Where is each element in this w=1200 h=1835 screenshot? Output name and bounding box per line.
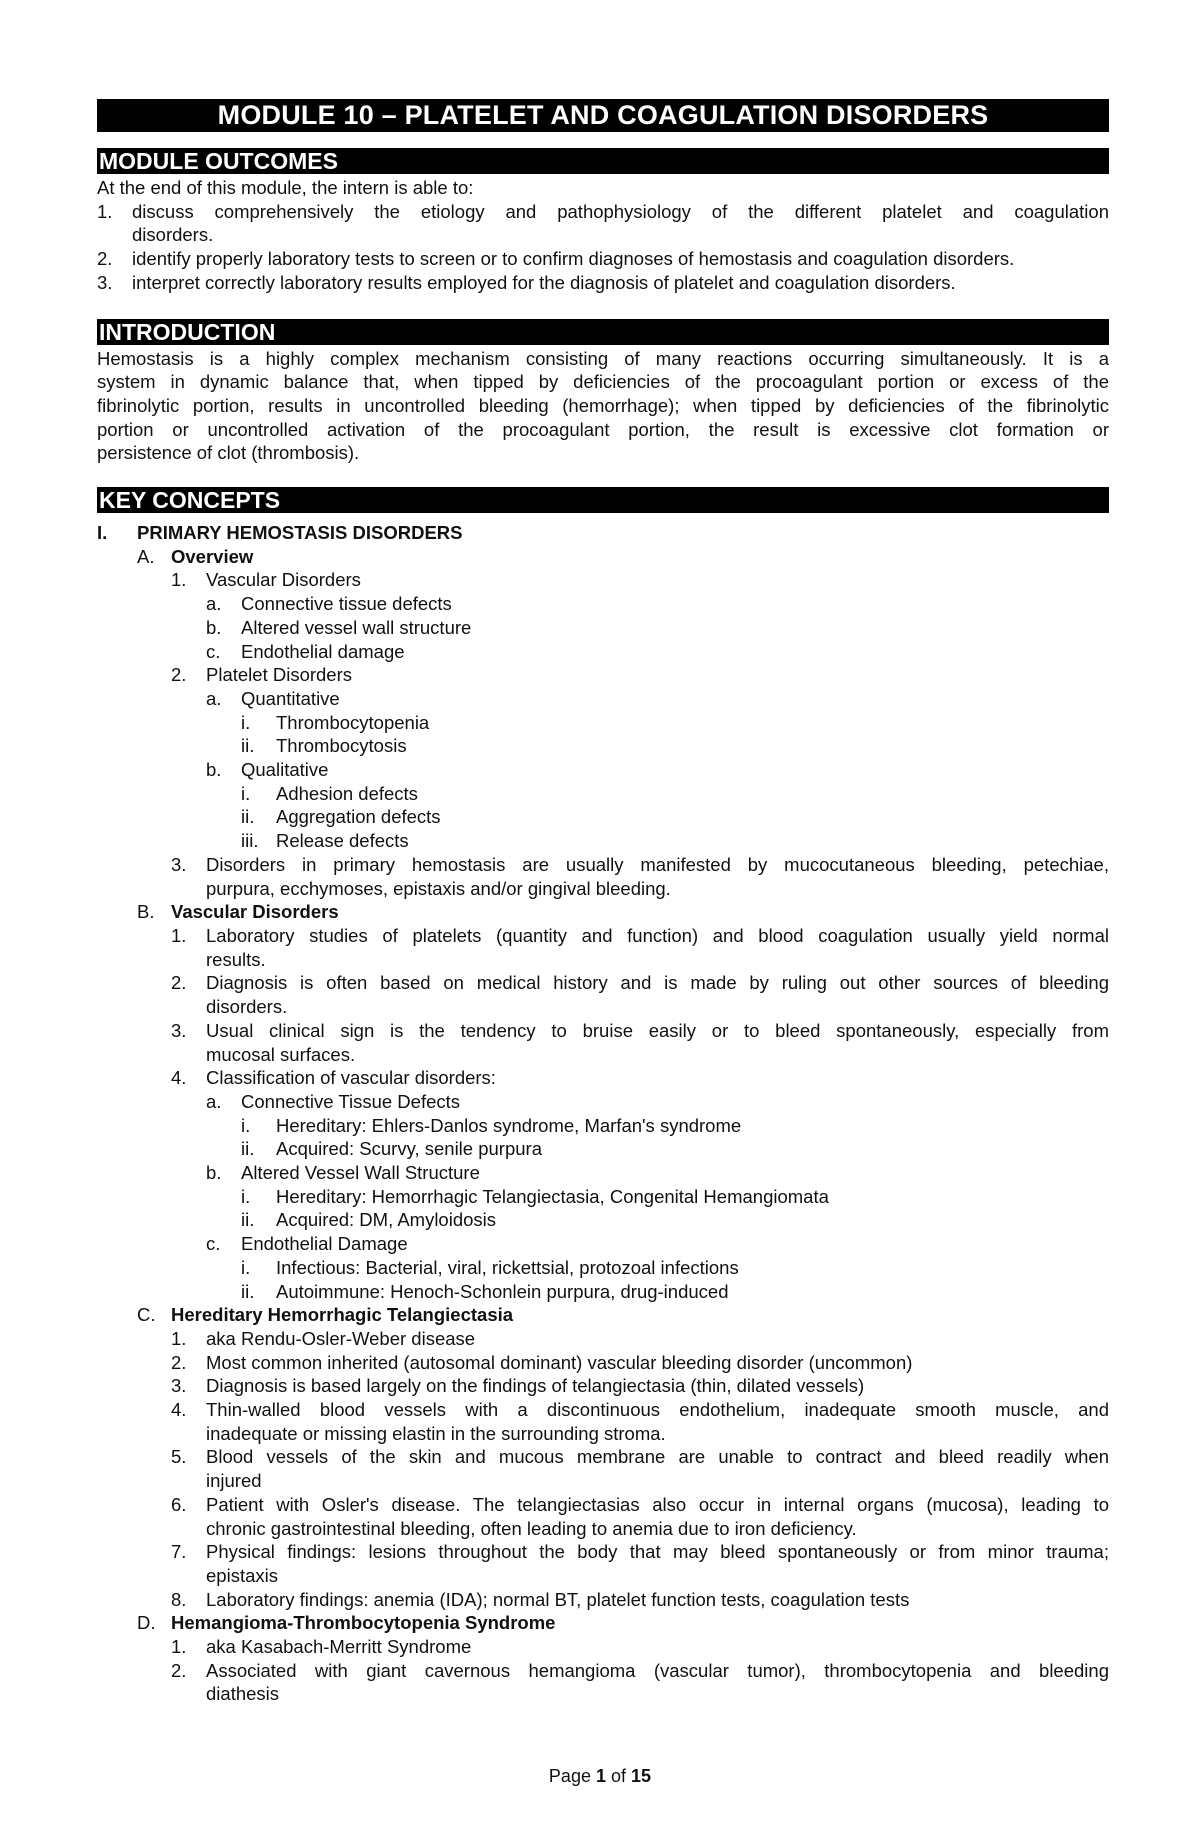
outline-item [97, 924, 1109, 971]
outline-number: ii. [241, 1280, 255, 1302]
outline-item [97, 663, 1109, 687]
outcome-text-line: discuss comprehensively the etiology and pathophysiology of the different platelet and coagulation [132, 200, 1109, 222]
outline-text-line: Altered Vessel Wall Structure [241, 1162, 480, 1184]
outline-text [241, 616, 1109, 640]
outline-text [241, 758, 1109, 782]
footer-page-total: 15 [631, 1766, 652, 1786]
outline-text-line: Disorders in primary hemostasis are usually manifested by mucocutaneous bleeding, petechiae, [206, 853, 1109, 875]
outline-item [97, 568, 1109, 592]
outline-number: 2. [171, 1659, 187, 1681]
outline-text-line: Vascular Disorders [206, 569, 361, 591]
introduction-line: Hemostasis is a highly complex mechanism consisting of many reactions occurring simultaneously. It is a [97, 347, 1109, 369]
outline-text [206, 663, 1109, 687]
outline-text [241, 1161, 1109, 1185]
outline-text [206, 1588, 1109, 1612]
outline-text [206, 568, 1109, 592]
outline-number: 4. [171, 1067, 187, 1089]
outline-item [97, 1114, 1109, 1138]
outline-number: iii. [241, 830, 259, 852]
outline-item [97, 1161, 1109, 1185]
outline-number: 3. [171, 1375, 187, 1397]
outline-text [276, 1185, 1109, 1209]
outline-text [206, 1493, 1109, 1540]
outline-text-line: epistaxis [206, 1564, 278, 1586]
outline-number: c. [206, 1233, 221, 1255]
outline-text [241, 1090, 1109, 1114]
outline-text-line: Hereditary: Ehlers-Danlos syndrome, Marfan's syndrome [276, 1114, 742, 1136]
outline-text-line: purpura, ecchymoses, epistaxis and/or gingival bleeding. [206, 877, 671, 899]
outline-text [206, 853, 1109, 900]
outline-number: 2. [171, 972, 187, 994]
outline-text-line: Hereditary Hemorrhagic Telangiectasia [171, 1304, 514, 1326]
outline-item [97, 829, 1109, 853]
key-concepts-list [97, 521, 1109, 1706]
outline-text-line: injured [206, 1470, 262, 1492]
outline-number: I. [97, 522, 108, 544]
outline-item [97, 900, 1109, 924]
outline-item [97, 1445, 1109, 1492]
outline-item [97, 971, 1109, 1018]
outline-text-line: Release defects [276, 830, 409, 852]
outline-item [97, 1327, 1109, 1351]
outline-number: A. [137, 545, 155, 567]
outline-text [206, 1635, 1109, 1659]
outline-item [97, 1398, 1109, 1445]
module-title: MODULE 10 – PLATELET AND COAGULATION DISORDERS [97, 99, 1109, 132]
outline-item [97, 853, 1109, 900]
outline-number: i. [241, 1185, 251, 1207]
outline-item [97, 1303, 1109, 1327]
introduction-line: system in dynamic balance that, when tipped by deficiencies of the procoagulant portion or excess of the [97, 371, 1109, 393]
outline-item [97, 1588, 1109, 1612]
outline-number: b. [206, 616, 222, 638]
outline-text-line: Thin-walled blood vessels with a discontinuous endothelium, inadequate smooth muscle, and [206, 1399, 1109, 1421]
outline-item [97, 1185, 1109, 1209]
outcome-item [97, 271, 1109, 295]
outline-number: 2. [171, 664, 187, 686]
outline-text [276, 805, 1109, 829]
outline-text-line: Quantitative [241, 687, 340, 709]
outline-number: 3. [171, 1019, 187, 1041]
footer-of-label: of [611, 1766, 627, 1786]
outline-text-line: Laboratory studies of platelets (quantity and function) and blood coagulation usually yield normal [206, 924, 1109, 946]
outline-text [206, 1540, 1109, 1587]
outline-text-line: Acquired: Scurvy, senile purpura [276, 1138, 542, 1160]
outcomes-list [97, 200, 1109, 295]
outline-item [97, 758, 1109, 782]
outline-text-line: disorders. [206, 996, 288, 1018]
outline-number: i. [241, 1256, 251, 1278]
outline-text-line: Diagnosis is often based on medical history and is made by ruling out other sources of bleeding [206, 972, 1109, 994]
outline-text-line: results. [206, 948, 266, 970]
outcome-item [97, 247, 1109, 271]
outline-number: 8. [171, 1588, 187, 1610]
footer-page-label: Page [548, 1766, 591, 1786]
outline-text [276, 734, 1109, 758]
outline-text-line: Connective Tissue Defects [241, 1090, 461, 1112]
outline-text [241, 640, 1109, 664]
outline-item [97, 592, 1109, 616]
outline-number: b. [206, 1162, 222, 1184]
outline-text [137, 521, 1109, 545]
outline-text [276, 782, 1109, 806]
outcome-text-line: disorders. [132, 224, 214, 246]
introduction-line: persistence of clot (thrombosis). [97, 442, 360, 464]
outline-item [97, 687, 1109, 711]
outline-text-line: chronic gastrointestinal bleeding, often leading to anemia due to iron deficiency. [206, 1517, 857, 1539]
outline-text-line: Vascular Disorders [171, 901, 339, 923]
outline-text-line: Classification of vascular disorders: [206, 1067, 496, 1089]
outline-text-line: Hereditary: Hemorrhagic Telangiectasia, Congenital Hemangiomata [276, 1185, 829, 1207]
outline-text-line: Physical findings: lesions throughout the body that may bleed spontaneously or from minor trauma; [206, 1541, 1109, 1563]
outline-number: 5. [171, 1446, 187, 1468]
outcomes-lead: At the end of this module, the intern is able to: [97, 177, 474, 198]
outline-text [171, 1303, 1109, 1327]
introduction-line: portion or uncontrolled activation of the procoagulant portion, the result is excessive clot formation or [97, 418, 1109, 440]
outline-text-line: Adhesion defects [276, 782, 418, 804]
outline-number: a. [206, 593, 222, 615]
outline-number: C. [137, 1304, 156, 1326]
outline-number: B. [137, 901, 155, 923]
outline-number: i. [241, 711, 251, 733]
outline-text [276, 1280, 1109, 1304]
outline-item [97, 521, 1109, 545]
document-page [97, 99, 1109, 1706]
page-footer [0, 1766, 1200, 1787]
outline-text-line: Altered vessel wall structure [241, 616, 472, 638]
outline-item [97, 1280, 1109, 1304]
outcome-text [132, 200, 1109, 247]
introduction-heading: INTRODUCTION [97, 319, 1109, 345]
outline-text-line: Usual clinical sign is the tendency to bruise easily or to bleed spontaneously, especially from [206, 1019, 1109, 1041]
outline-text-line: Endothelial damage [241, 640, 405, 662]
outline-number: 1. [171, 569, 187, 591]
outline-text-line: Qualitative [241, 759, 329, 781]
outline-text [241, 1232, 1109, 1256]
outline-number: a. [206, 1090, 222, 1112]
outline-item [97, 1540, 1109, 1587]
outline-number: i. [241, 782, 251, 804]
outline-number: ii. [241, 1138, 255, 1160]
outline-text-line: inadequate or missing elastin in the surrounding stroma. [206, 1422, 666, 1444]
outline-number: i. [241, 1114, 251, 1136]
outline-text-line: Thrombocytopenia [276, 711, 430, 733]
outline-item [97, 1232, 1109, 1256]
introduction-paragraph [97, 347, 1109, 466]
outline-text-line: diathesis [206, 1683, 280, 1705]
outcome-text-line: interpret correctly laboratory results employed for the diagnosis of platelet and coagulation disorders. [132, 271, 956, 293]
outcome-number: 1. [97, 200, 113, 222]
outline-text-line: PRIMARY HEMOSTASIS DISORDERS [137, 522, 463, 544]
outline-item [97, 782, 1109, 806]
outline-text [206, 971, 1109, 1018]
outcomes-heading: MODULE OUTCOMES [97, 148, 1109, 174]
outline-text-line: Associated with giant cavernous hemangioma (vascular tumor), thrombocytopenia and bleeding [206, 1659, 1109, 1681]
outline-item [97, 1635, 1109, 1659]
outline-text-line: Most common inherited (autosomal dominant) vascular bleeding disorder (uncommon) [206, 1351, 913, 1373]
outline-item [97, 616, 1109, 640]
outline-number: 3. [171, 853, 187, 875]
outcome-item [97, 200, 1109, 247]
outline-text-line: Blood vessels of the skin and mucous membrane are unable to contract and bleed readily when [206, 1446, 1109, 1468]
outline-text-line: aka Kasabach-Merritt Syndrome [206, 1636, 472, 1658]
outline-item [97, 1137, 1109, 1161]
outline-item [97, 1659, 1109, 1706]
outline-number: 2. [171, 1351, 187, 1373]
outline-text [241, 687, 1109, 711]
outline-number: 1. [171, 1327, 187, 1349]
outline-text [171, 900, 1109, 924]
outcome-text-line: identify properly laboratory tests to screen or to confirm diagnoses of hemostasis and coagulation disorders. [132, 248, 1015, 270]
outline-text-line: Aggregation defects [276, 806, 441, 828]
outline-number: 4. [171, 1399, 187, 1421]
outline-number: c. [206, 640, 221, 662]
outline-item [97, 1208, 1109, 1232]
outline-item [97, 734, 1109, 758]
outline-item [97, 1493, 1109, 1540]
outline-text-line: Laboratory findings: anemia (IDA); normal BT, platelet function tests, coagulation tests [206, 1588, 910, 1610]
outline-text-line: Overview [171, 545, 254, 567]
outline-item [97, 1374, 1109, 1398]
outline-item [97, 805, 1109, 829]
outcome-number: 3. [97, 271, 113, 293]
outline-text-line: Acquired: DM, Amyloidosis [276, 1209, 497, 1231]
outline-text-line: Patient with Osler's disease. The telangiectasias also occur in internal organs (mucosa), leading to [206, 1493, 1109, 1515]
footer-page-number: 1 [595, 1766, 606, 1786]
outline-text [276, 1256, 1109, 1280]
outline-text [206, 1351, 1109, 1375]
outline-number: 1. [171, 924, 187, 946]
outline-text [276, 711, 1109, 735]
outline-item [97, 1066, 1109, 1090]
outcome-text [132, 271, 1109, 295]
outline-item [97, 640, 1109, 664]
outline-text [206, 924, 1109, 971]
key-concepts-heading: KEY CONCEPTS [97, 487, 1109, 513]
outline-text [206, 1398, 1109, 1445]
outline-text-line: Diagnosis is based largely on the findings of telangiectasia (thin, dilated vessels) [206, 1375, 865, 1397]
outline-text [206, 1019, 1109, 1066]
outcome-number: 2. [97, 248, 113, 270]
outline-text [276, 829, 1109, 853]
outline-text-line: Platelet Disorders [206, 664, 353, 686]
outline-text-line: Autoimmune: Henoch-Schonlein purpura, drug-induced [276, 1280, 729, 1302]
outline-text [206, 1066, 1109, 1090]
outline-number: D. [137, 1612, 156, 1634]
outline-text [206, 1445, 1109, 1492]
outline-text [171, 1611, 1109, 1635]
outline-item [97, 545, 1109, 569]
outline-item [97, 1090, 1109, 1114]
outline-number: a. [206, 687, 222, 709]
outline-item [97, 1351, 1109, 1375]
outline-text-line: aka Rendu-Osler-Weber disease [206, 1327, 476, 1349]
outline-text [206, 1327, 1109, 1351]
outline-item [97, 1019, 1109, 1066]
outline-number: ii. [241, 735, 255, 757]
outline-text [241, 592, 1109, 616]
outline-text-line: mucosal surfaces. [206, 1043, 356, 1065]
outline-item [97, 1611, 1109, 1635]
outline-text-line: Thrombocytosis [276, 735, 407, 757]
outline-text [276, 1114, 1109, 1138]
outline-number: 7. [171, 1541, 187, 1563]
outline-item [97, 711, 1109, 735]
outline-text-line: Hemangioma-Thrombocytopenia Syndrome [171, 1612, 556, 1634]
outline-text [276, 1137, 1109, 1161]
outline-text [206, 1659, 1109, 1706]
outline-number: ii. [241, 806, 255, 828]
outline-text-line: Infectious: Bacterial, viral, rickettsial, protozoal infections [276, 1256, 739, 1278]
outline-number: ii. [241, 1209, 255, 1231]
outline-text [276, 1208, 1109, 1232]
outline-text [206, 1374, 1109, 1398]
outline-text [171, 545, 1109, 569]
outline-number: 1. [171, 1636, 187, 1658]
outline-number: 6. [171, 1493, 187, 1515]
outline-text-line: Connective tissue defects [241, 593, 452, 615]
outline-number: b. [206, 759, 222, 781]
outcome-text [132, 247, 1109, 271]
outline-text-line: Endothelial Damage [241, 1233, 408, 1255]
outline-item [97, 1256, 1109, 1280]
introduction-line: fibrinolytic portion, results in uncontrolled bleeding (hemorrhage); when tipped by deficiencies of the fibrinolytic [97, 394, 1109, 416]
